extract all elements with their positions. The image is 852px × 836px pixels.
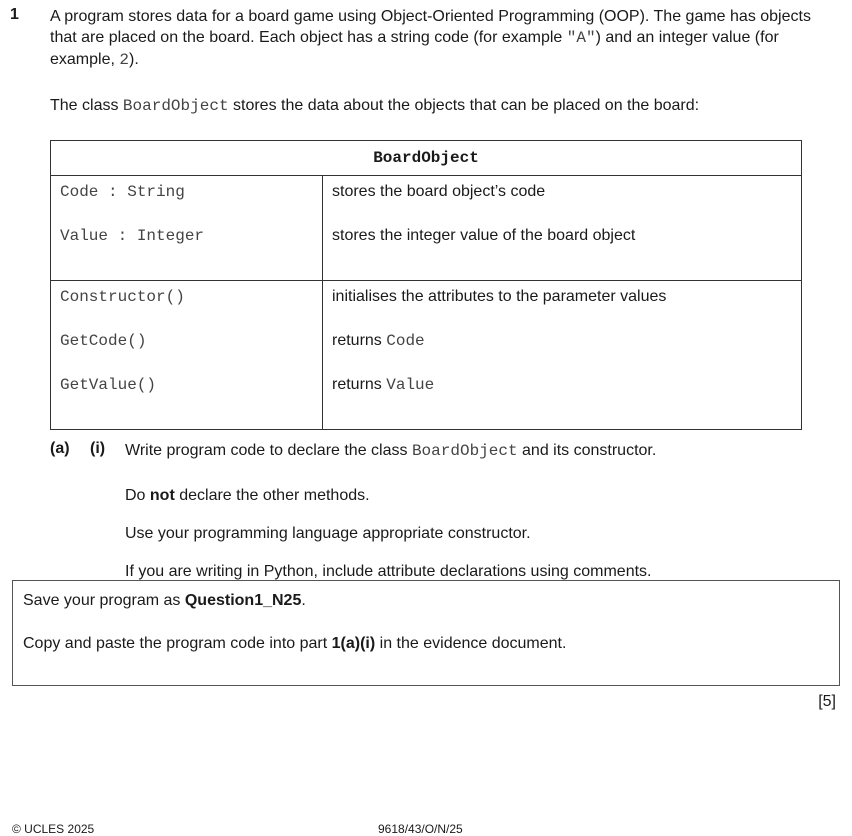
subpart-label: (i) (90, 440, 106, 457)
instruction-pre: Write program code to declare the class (125, 442, 412, 459)
marks: [5] (818, 693, 836, 710)
method-name: GetValue() (60, 376, 157, 394)
attribute-names (51, 176, 323, 281)
class-sentence (50, 95, 840, 117)
copy-part: 1(a)(i) (331, 635, 376, 652)
attribute-description: stores the board object’s code (332, 183, 546, 200)
method-description-code: Value (386, 376, 435, 394)
part-label: (a) (50, 440, 70, 457)
intro-value-example: 2 (119, 51, 129, 69)
save-post: . (301, 592, 306, 609)
footer-copyright: © UCLES 2025 (12, 822, 95, 836)
copy-post: in the evidence document. (375, 635, 567, 652)
question-intro (50, 6, 840, 71)
intro-text-3: ). (128, 51, 139, 68)
method-description-text: returns (332, 332, 387, 349)
class-sentence-pre: The class (50, 97, 123, 114)
line2-bold: not (149, 487, 175, 504)
attribute-name: Value : Integer (60, 227, 205, 245)
intro-text-2: ) and an integer value (for example, (50, 29, 779, 68)
method-description-text: initialises the attributes to the parameter values (332, 288, 667, 305)
copy-instruction (23, 635, 566, 653)
method-name: Constructor() (60, 288, 185, 306)
save-filename: Question1_N25 (184, 592, 302, 609)
class-table-header: BoardObject (51, 141, 802, 176)
attribute-description: stores the integer value of the board object (332, 227, 636, 244)
part-a-line-2 (125, 485, 370, 506)
method-descriptions (323, 281, 802, 430)
evidence-box (12, 580, 840, 686)
attribute-descriptions (323, 176, 802, 281)
method-description (332, 375, 792, 419)
question-number: 1 (10, 6, 19, 23)
footer-paper-code: 9618/43/O/N/25 (378, 822, 463, 836)
method-description (332, 287, 792, 331)
method-names (51, 281, 323, 430)
method-description-code: Code (386, 332, 425, 350)
method-name: GetCode() (60, 332, 147, 350)
intro-text-1: A program stores data for a board game using Object-Oriented Programming (OOP). The game has objects that are placed on the board. Each object has a string code (for example (50, 8, 811, 46)
class-sentence-name: BoardObject (122, 97, 229, 115)
part-a-line-3: Use your programming language appropriate constructor. (125, 525, 531, 542)
instruction-code: BoardObject (411, 442, 518, 460)
instruction-post: and its constructor. (517, 442, 657, 459)
part-a-instruction (125, 440, 656, 462)
save-instruction (23, 592, 306, 610)
intro-code-example: "A" (566, 29, 596, 47)
class-sentence-post: stores the data about the objects that can be placed on the board: (228, 97, 700, 114)
method-description-text: returns (332, 376, 387, 393)
class-table (50, 140, 802, 430)
attribute-name: Code : String (60, 183, 185, 201)
save-pre: Save your program as (23, 592, 185, 609)
line2-post: declare the other methods. (174, 487, 370, 504)
line2-pre: Do (125, 487, 150, 504)
part-a-line-4: If you are writing in Python, include attribute declarations using comments. (125, 563, 652, 580)
copy-pre: Copy and paste the program code into part (23, 635, 332, 652)
method-description (332, 331, 792, 375)
